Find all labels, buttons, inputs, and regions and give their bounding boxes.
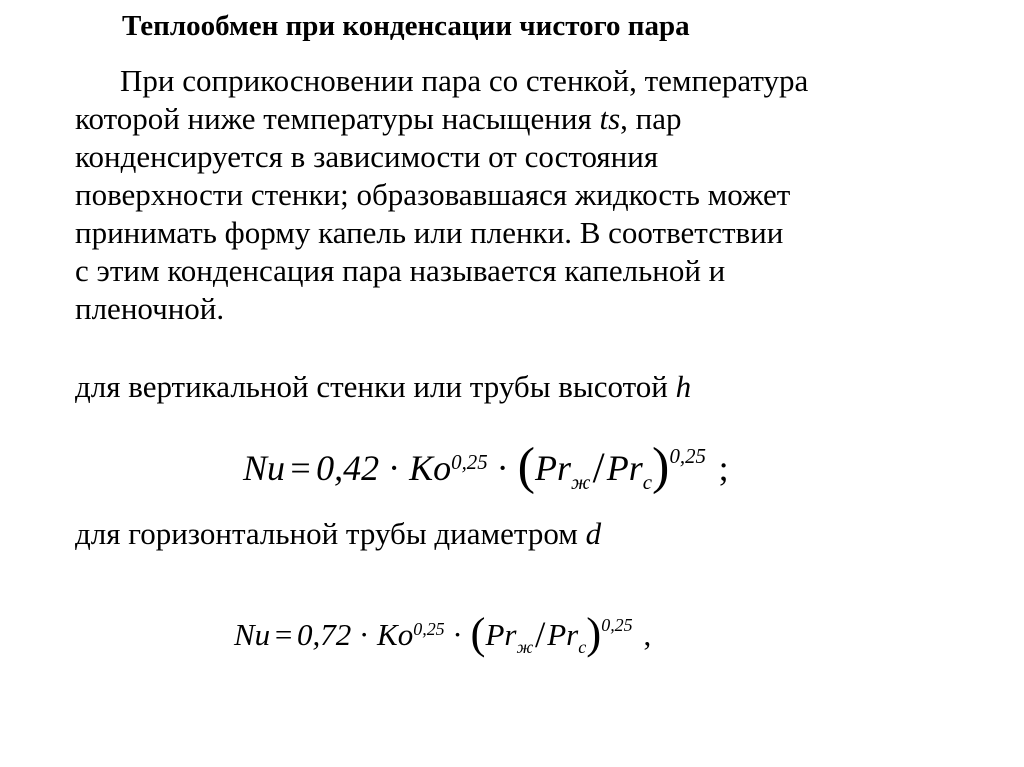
formula-horizontal <box>234 604 651 666</box>
ko-term <box>409 447 488 489</box>
multiply-dot: · <box>496 448 509 488</box>
multiply-dot: · <box>388 448 401 488</box>
paragraph-line: с этим конденсация пара называется капельной и <box>75 253 726 288</box>
slide-title: Теплообмен при конденсации чистого пара <box>122 10 690 42</box>
pr-liquid-subscript: ж <box>571 470 591 495</box>
pr-symbol: Pr <box>485 617 517 652</box>
formula-vertical <box>243 432 729 504</box>
ratio-exponent: 0,25 <box>601 614 633 635</box>
ko-term <box>377 617 445 653</box>
equals-sign: = <box>274 617 293 652</box>
pr-liquid <box>485 617 534 658</box>
paragraph-line: поверхности стенки; образовавшаяся жидкость может <box>75 177 791 212</box>
pr-wall <box>547 617 587 658</box>
paragraph-line: пленочной. <box>75 291 225 326</box>
nusselt-symbol: Nu <box>243 448 286 488</box>
vertical-wall-label <box>75 368 691 406</box>
pr-wall-subscript: с <box>578 637 587 658</box>
intro-paragraph <box>75 62 1010 328</box>
coefficient: 0,72 <box>296 617 352 652</box>
formula-punctuation: ; <box>718 448 729 488</box>
ko-symbol: Ko <box>377 617 414 652</box>
horizontal-tube-label <box>75 515 601 553</box>
multiply-dot: · <box>358 617 370 652</box>
height-variable: h <box>675 369 692 404</box>
saturation-temperature-variable: ts <box>599 101 621 136</box>
pr-wall <box>606 447 653 495</box>
division-slash: / <box>592 444 605 492</box>
diameter-variable: d <box>585 516 602 551</box>
paragraph-line: конденсируется в зависимости от состояния <box>75 139 659 174</box>
paragraph-text: которой ниже температуры насыщения <box>75 101 600 136</box>
left-paren: ( <box>517 436 536 495</box>
multiply-dot: · <box>452 617 463 652</box>
paragraph-line: принимать форму капель или пленки. В соответствии <box>75 215 784 250</box>
left-paren: ( <box>470 607 486 658</box>
nusselt-symbol: Nu <box>234 617 271 652</box>
ko-exponent: 0,25 <box>451 449 488 474</box>
right-paren: ) <box>652 436 670 495</box>
paragraph-line: При соприкосновении пара со стенкой, температура <box>120 63 809 98</box>
right-paren: ) <box>586 607 602 658</box>
label-text: для горизонтальной трубы диаметром <box>75 516 586 551</box>
pr-wall-subscript: с <box>642 470 653 495</box>
coefficient: 0,42 <box>316 448 380 488</box>
formula-punctuation: , <box>643 617 652 652</box>
ko-symbol: Ko <box>409 448 452 488</box>
pr-liquid <box>535 447 591 495</box>
division-slash: / <box>535 614 546 656</box>
pr-symbol: Pr <box>547 617 579 652</box>
paragraph-text: , пар <box>620 101 682 136</box>
pr-symbol: Pr <box>535 448 572 488</box>
equals-sign: = <box>290 448 311 488</box>
paragraph-line <box>75 100 1010 138</box>
pr-symbol: Pr <box>606 448 643 488</box>
ratio-exponent: 0,25 <box>669 444 706 469</box>
label-text: для вертикальной стенки или трубы высотой <box>75 369 676 404</box>
ko-exponent: 0,25 <box>413 619 445 640</box>
pr-liquid-subscript: ж <box>516 637 534 658</box>
